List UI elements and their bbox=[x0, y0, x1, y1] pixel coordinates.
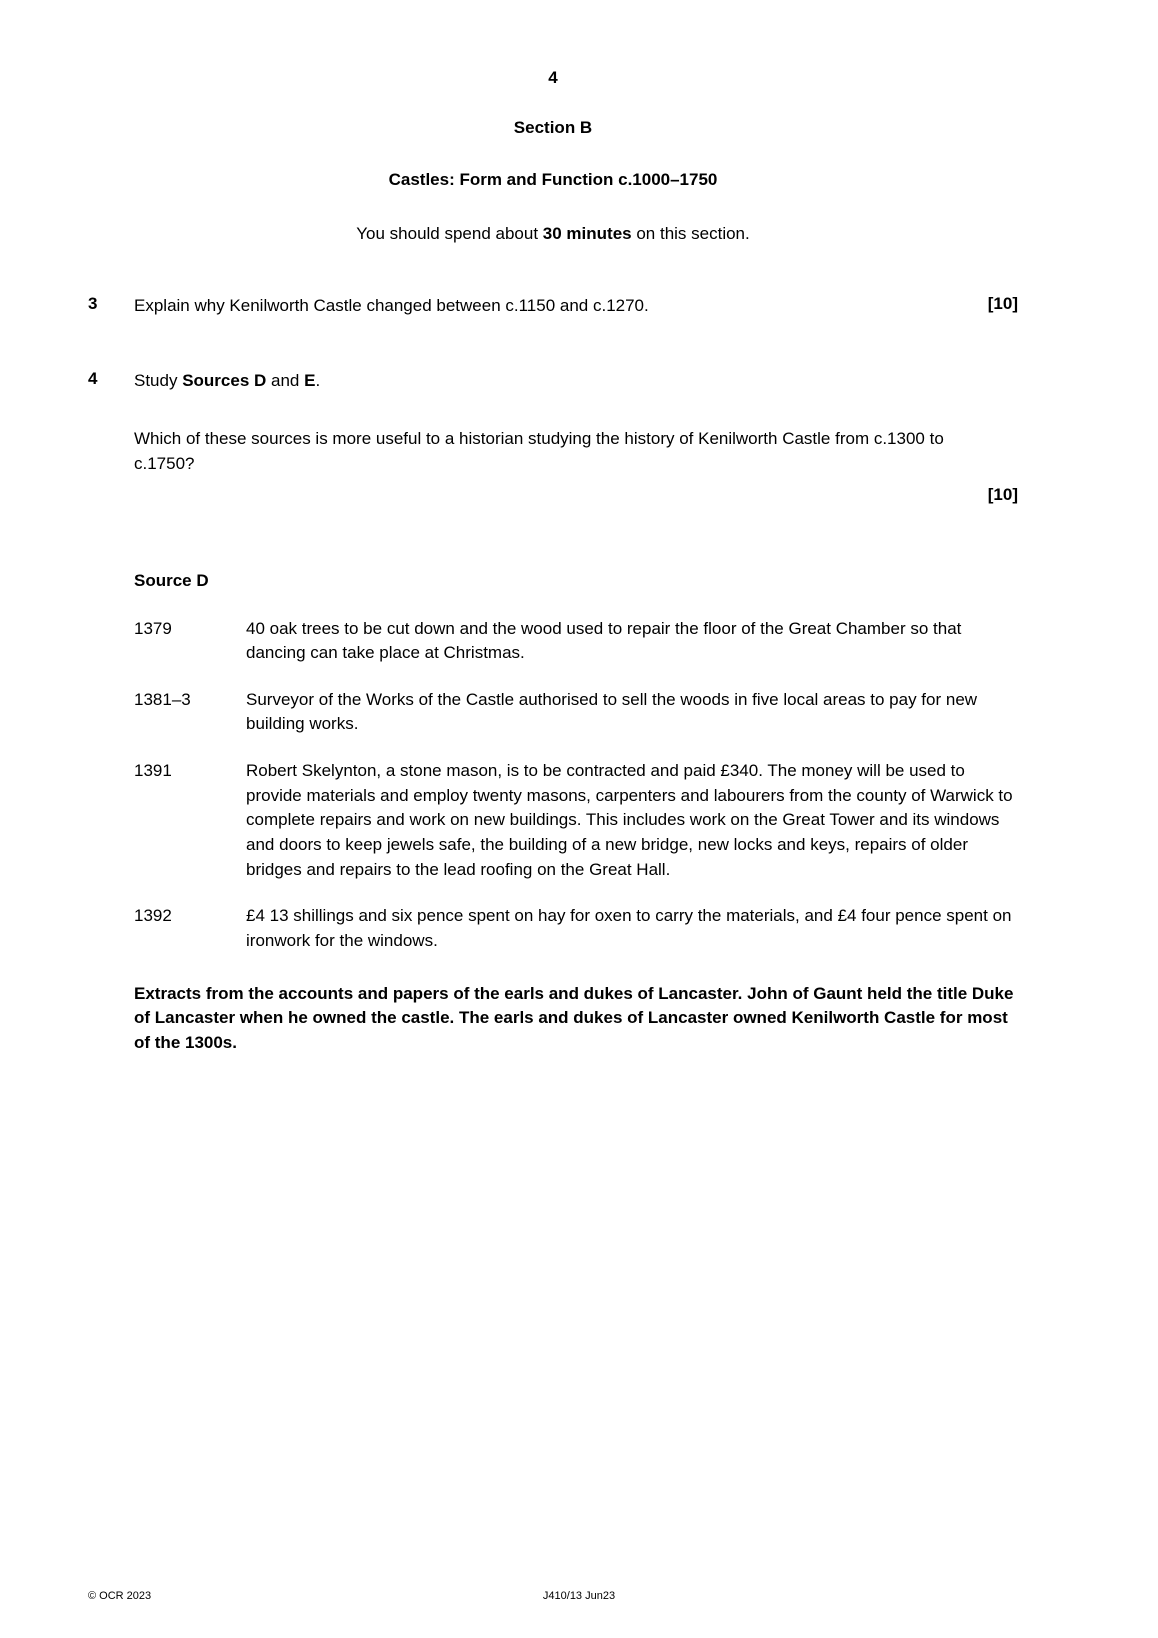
source-entry-year: 1391 bbox=[134, 761, 172, 781]
question-4-text: Which of these sources is more useful to a historian studying the history of Kenilworth Castle from c.1300 to c.1750? bbox=[134, 429, 944, 473]
page-number: 4 bbox=[548, 68, 558, 87]
question-4-stem bbox=[134, 369, 1018, 394]
source-d-reference: Sources D bbox=[182, 370, 267, 390]
source-entry-text: £4 13 shillings and six pence spent on hay for oxen to carry the materials, and £4 four pence spent on ironwork for the windows. bbox=[246, 906, 1012, 950]
source-entry-text: 40 oak trees to be cut down and the wood used to repair the floor of the Great Chamber so that dancing can take place at Christmas. bbox=[246, 618, 962, 663]
section-heading: Section B bbox=[513, 118, 593, 137]
source-entry-year: 1392 bbox=[134, 906, 172, 926]
source-d-heading: Source D bbox=[134, 570, 209, 590]
question-3-number: 3 bbox=[88, 294, 98, 313]
source-d-attribution: Extracts from the accounts and papers of the earls and dukes of Lancaster. John of Gaunt held the title Duke of Lancaster when he owned the castle. The earls and dukes of Lancaster owned Kenilworth Castle for most of the 1300s. bbox=[134, 983, 1014, 1052]
timing-suffix: on this section. bbox=[631, 224, 750, 243]
question-3-text: Explain why Kenilworth Castle changed between c.1150 and c.1270. bbox=[134, 296, 649, 315]
question-4-number: 4 bbox=[88, 368, 98, 388]
timing-instruction bbox=[88, 224, 1018, 244]
question-4-stem-suffix: . bbox=[315, 370, 321, 390]
question-4 bbox=[88, 369, 1018, 394]
question-4-stem-mid: and bbox=[266, 370, 305, 390]
source-entry-year: 1379 bbox=[134, 618, 172, 638]
footer-paper-code: J410/13 Jun23 bbox=[542, 1590, 616, 1602]
page-content bbox=[88, 0, 1018, 1056]
timing-prefix: You should spend about bbox=[356, 224, 543, 243]
question-3-marks: [10] bbox=[987, 294, 1018, 313]
table-row bbox=[134, 759, 1018, 904]
table-row bbox=[134, 904, 1018, 975]
paper-title: Castles: Form and Function c.1000–1750 bbox=[388, 170, 718, 189]
question-4-stem-prefix: Study bbox=[134, 370, 183, 390]
source-entry-text: Surveyor of the Works of the Castle authorised to sell the woods in five local areas to pay for new building works. bbox=[246, 689, 978, 734]
source-e-reference: E bbox=[304, 370, 316, 390]
table-row bbox=[134, 617, 1018, 688]
source-d-table bbox=[134, 617, 1018, 976]
timing-duration: 30 minutes bbox=[542, 224, 632, 243]
question-3 bbox=[88, 294, 1018, 319]
footer-copyright: © OCR 2023 bbox=[88, 1590, 152, 1602]
source-entry-year: 1381–3 bbox=[134, 689, 191, 709]
source-entry-text: Robert Skelynton, a stone mason, is to be contracted and paid £340. The money will be used to provide materials and employ twenty masons, carpenters and labourers from the county of Warwick to complete repairs and work on new buildings. This includes work on the Great Tower and its windows and doors to keep jewels safe, the building of a new bridge, new locks and keys, repairs of older bridges and repairs to the lead roofing on the Great Hall. bbox=[246, 761, 1013, 879]
question-4-marks: [10] bbox=[987, 484, 1018, 504]
table-row bbox=[134, 688, 1018, 759]
